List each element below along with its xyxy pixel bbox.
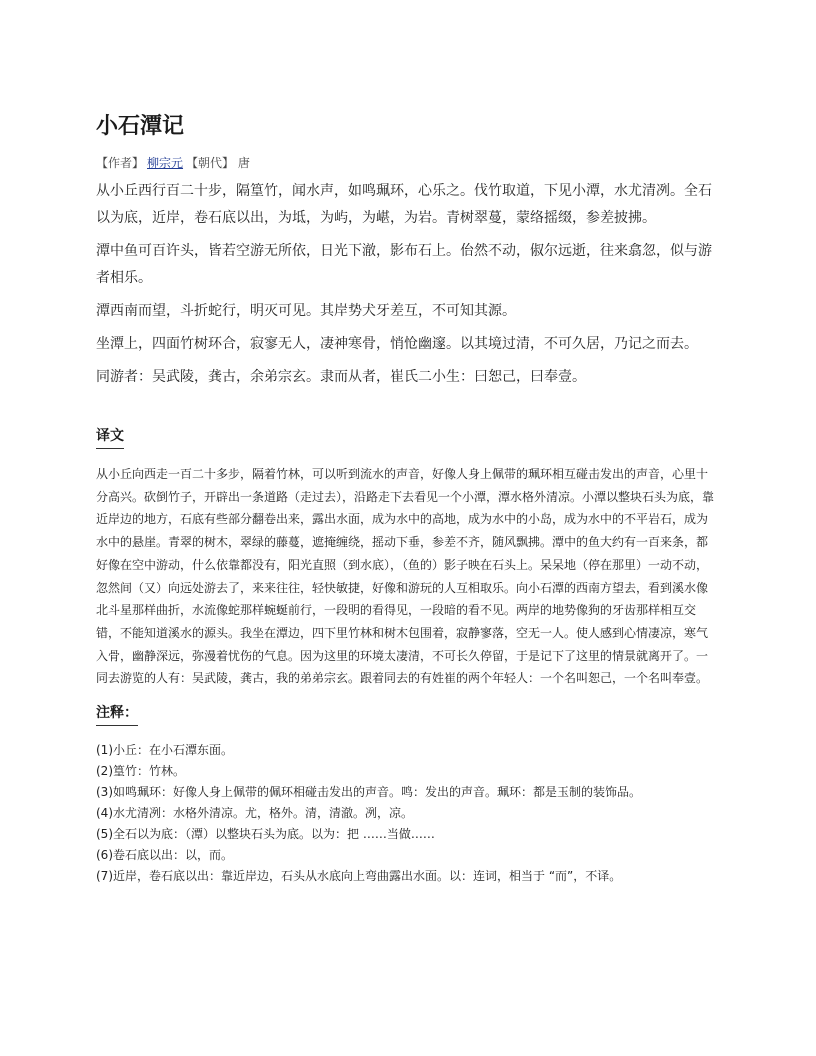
notes-section [96,702,716,887]
note-item: (2)篁竹：竹林。 [96,764,185,779]
note-item: (3)如鸣珮环：好像人身上佩带的佩环相碰击发出的声音。鸣：发出的声音。珮环：都是玉制的装饰品。 [96,785,642,800]
note-item: (1)小丘：在小石潭东面。 [96,743,233,758]
author-line [96,154,716,172]
poem-paragraph: 坐潭上，四面竹树环合，寂寥无人，凄神寒骨，悄怆幽邃。以其境过清，不可久居，乃记之而去。 [96,336,698,352]
author-label: 【作者】 [96,156,145,170]
note-item: (6)卷石底以出：以，而。 [96,848,233,863]
notes-list [96,740,716,887]
note-item: (7)近岸，卷石底以出：靠近岸边，石头从水底向上弯曲露出水面。以：连词，相当于 “而”，不译。 [96,869,622,884]
notes-heading: 注释： [96,703,138,726]
poem-body [96,178,716,391]
note-item: (5)全石以为底：（潭）以整块石头为底。以为：把 ……当做…… [96,827,435,842]
dynasty-label: 【朝代】 [186,156,235,170]
translation-text: 从小丘向西走一百二十多步，隔着竹林，可以听到流水的声音，好像人身上佩带的珮环相互碰击发出的声音，心里十分高兴。砍倒竹子，开辟出一条道路（走过去），沿路走下去看见一个小潭，潭水格外清凉。小潭以整块石头为底，靠近岸边的地方，石底有些部分翻卷出来，露出水面，成为水中的高地，成为水中的小岛，成为水中的不平岩石，成为水中的悬崖。青翠的树木，翠绿的藤蔓，遮掩缠绕，摇动下垂，参差不齐，随风飘拂。潭中的鱼大约有一百来条，都好像在空中游动，什么依靠都没有，阳光直照（到水底），（鱼的）影子映在石头上。呆呆地（停在那里）一动不动，忽然间（又）向远处游去了，来来往往，轻快敏捷，好像和游玩的人互相取乐。向小石潭的西南方望去，看到溪水像北斗星那样曲折，水流像蛇那样蜿蜒前行，一段明的看得见，一段暗的看不见。两岸的地势像狗的牙齿那样相互交错，不能知道溪水的源头。我坐在潭边，四下里竹林和树木包围着，寂静寥落，空无一人。使人感到心情凄凉，寒气入骨，幽静深远，弥漫着忧伤的气息。因为这里的环境太凄清，不可长久停留，于是记下了这里的情景就离开了。一同去游览的人有：吴武陵，龚古，我的弟弟宗玄。跟着同去的有姓崔的两个年轻人：一个名叫恕己，一个名叫奉壹。 [96,467,715,686]
poem-paragraph: 从小丘西行百二十步，隔篁竹，闻水声，如鸣珮环，心乐之。伐竹取道，下见小潭，水尤清冽。全石以为底，近岸，卷石底以出，为坻，为屿，为嵁，为岩。青树翠蔓，蒙络摇缀，参差披拂。 [96,183,712,226]
poem-paragraph: 潭西南而望，斗折蛇行，明灭可见。其岸势犬牙差互，不可知其源。 [96,303,516,319]
page-title: 小石潭记 [96,114,185,139]
author-link[interactable]: 柳宗元 [147,156,184,170]
translation-heading: 译文 [96,426,124,449]
poem-paragraph: 同游者：吴武陵，龚古，余弟宗玄。隶而从者，崔氏二小生：曰恕己，曰奉壹。 [96,369,586,385]
article [96,112,716,903]
translation-section [96,425,716,690]
poem-paragraph: 潭中鱼可百许头，皆若空游无所依，日光下澈，影布石上。佁然不动，俶尔远逝，往来翕忽，似与游者相乐。 [96,243,712,286]
dynasty-value: 唐 [237,156,250,170]
note-item: (4)水尤清冽：水格外清凉。尤，格外。清，清澈。冽，凉。 [96,806,414,821]
